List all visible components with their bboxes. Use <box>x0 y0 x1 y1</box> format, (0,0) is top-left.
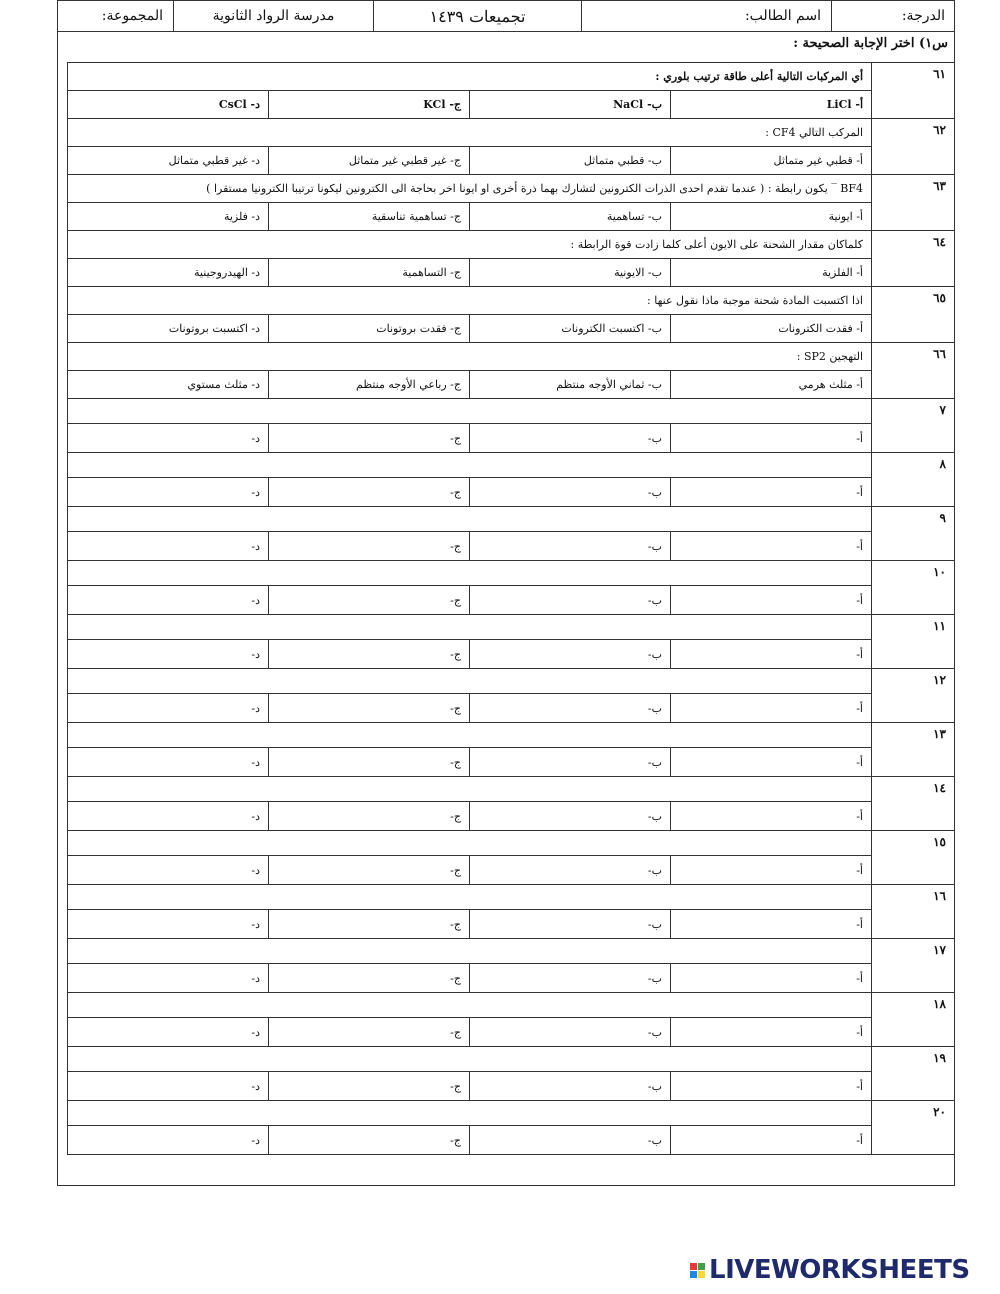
option-a[interactable]: أ- <box>671 802 872 831</box>
question-text-blank[interactable] <box>68 615 872 640</box>
logo-square <box>690 1263 697 1270</box>
question-row <box>68 507 955 532</box>
question-row <box>68 399 955 424</box>
option-c[interactable]: ج- KCl <box>269 91 470 119</box>
options-row <box>68 532 955 561</box>
question-row <box>68 993 955 1018</box>
options-row <box>68 964 955 993</box>
option-a[interactable]: أ- الفلزية <box>671 259 872 287</box>
header-bar <box>57 0 955 32</box>
question-text-blank[interactable] <box>68 1101 872 1126</box>
option-c[interactable]: ج- غير قطبي غير متماثل <box>269 147 470 175</box>
question-number: ١٦ <box>872 885 955 939</box>
option-d[interactable]: د- <box>68 910 269 939</box>
option-c[interactable]: ج- <box>269 532 470 561</box>
question-number: ١٨ <box>872 993 955 1047</box>
option-d[interactable]: د- <box>68 478 269 507</box>
option-b[interactable]: ب- NaCl <box>470 91 671 119</box>
question-text-blank[interactable] <box>68 885 872 910</box>
question-text-blank[interactable] <box>68 453 872 478</box>
options-row <box>68 91 955 119</box>
option-a[interactable]: أ- <box>671 856 872 885</box>
logo-square <box>690 1271 697 1278</box>
grade-label: الدرجة: <box>901 8 945 24</box>
options-row <box>68 640 955 669</box>
question-number: ٨ <box>872 453 955 507</box>
option-c[interactable]: ج- <box>269 856 470 885</box>
option-a[interactable]: أ- <box>671 694 872 723</box>
question-number: ١٣ <box>872 723 955 777</box>
option-b[interactable]: ب- <box>470 424 671 453</box>
question-number: ٢٠ <box>872 1101 955 1155</box>
options-row <box>68 1072 955 1101</box>
group-label: المجموعة: <box>101 8 163 24</box>
question-text-blank[interactable] <box>68 993 872 1018</box>
option-a[interactable]: أ- فقدت الكترونات <box>671 315 872 343</box>
question-text: اذا اكتسبت المادة شحنة موجبة ماذا نقول عنها : <box>68 287 872 315</box>
logo-square <box>698 1263 705 1270</box>
question-row <box>68 175 955 203</box>
question-row <box>68 615 955 640</box>
question-number: ٦٦ <box>872 343 955 399</box>
option-a[interactable]: أ- ايونية <box>671 203 872 231</box>
question-text-blank[interactable] <box>68 777 872 802</box>
option-b[interactable]: ب- <box>470 694 671 723</box>
question-number: ٦٥ <box>872 287 955 343</box>
option-c[interactable]: ج- تساهمية تناسقية <box>269 203 470 231</box>
options-row <box>68 1018 955 1047</box>
option-d[interactable]: د- <box>68 640 269 669</box>
logo-square <box>698 1271 705 1278</box>
option-c[interactable]: ج- <box>269 910 470 939</box>
option-d[interactable]: د- <box>68 424 269 453</box>
title-cell <box>373 0 581 32</box>
option-a[interactable]: أ- <box>671 1018 872 1047</box>
options-row <box>68 424 955 453</box>
option-b[interactable]: ب- <box>470 748 671 777</box>
option-c[interactable]: ج- <box>269 748 470 777</box>
option-a[interactable]: أ- <box>671 910 872 939</box>
option-a[interactable]: أ- LiCl <box>671 91 872 119</box>
option-b[interactable]: ب- <box>470 640 671 669</box>
option-d[interactable]: د- <box>68 964 269 993</box>
question-row <box>68 885 955 910</box>
question-row <box>68 343 955 371</box>
logo-icon <box>690 1263 705 1278</box>
option-c[interactable]: ج- فقدت بروتونات <box>269 315 470 343</box>
option-d[interactable]: د- CsCl <box>68 91 269 119</box>
option-b[interactable]: ب- ثماني الأوجه منتظم <box>470 371 671 399</box>
option-c[interactable]: ج- <box>269 478 470 507</box>
question-number: ١٢ <box>872 669 955 723</box>
option-b[interactable]: ب- اكتسبت الكترونات <box>470 315 671 343</box>
question-number: ٧ <box>872 399 955 453</box>
question-row <box>68 939 955 964</box>
options-row <box>68 147 955 175</box>
question-text-blank[interactable] <box>68 561 872 586</box>
option-b[interactable]: ب- <box>470 1126 671 1155</box>
options-row <box>68 315 955 343</box>
options-row <box>68 259 955 287</box>
question-row <box>68 1047 955 1072</box>
option-b[interactable]: ب- الايونية <box>470 259 671 287</box>
option-d[interactable]: د- فلزية <box>68 203 269 231</box>
option-a[interactable]: أ- <box>671 1126 872 1155</box>
question-row <box>68 777 955 802</box>
question-row <box>68 1101 955 1126</box>
question-row <box>68 669 955 694</box>
options-row <box>68 856 955 885</box>
option-a[interactable]: أ- <box>671 478 872 507</box>
student-name-label: اسم الطالب: <box>744 8 821 24</box>
question-row <box>68 723 955 748</box>
option-d[interactable]: د- <box>68 532 269 561</box>
option-d[interactable]: د- <box>68 694 269 723</box>
liveworksheets-logo <box>690 1255 970 1285</box>
question-text-blank[interactable] <box>68 507 872 532</box>
options-row <box>68 910 955 939</box>
question-number: ١٩ <box>872 1047 955 1101</box>
question-row <box>68 231 955 259</box>
question-text-blank[interactable] <box>68 723 872 748</box>
question-number: ٦٢ <box>872 119 955 175</box>
option-c[interactable]: ج- <box>269 1126 470 1155</box>
option-c[interactable]: ج- <box>269 802 470 831</box>
option-c[interactable]: ج- <box>269 694 470 723</box>
option-c[interactable]: ج- <box>269 586 470 615</box>
question-number: ١٤ <box>872 777 955 831</box>
option-a[interactable]: أ- <box>671 586 872 615</box>
option-b[interactable]: ب- <box>470 478 671 507</box>
option-b[interactable]: ب- <box>470 802 671 831</box>
option-d[interactable]: د- <box>68 1126 269 1155</box>
question-text: المركب التالي CF4 : <box>68 119 872 147</box>
option-a[interactable]: أ- مثلث هرمي <box>671 371 872 399</box>
option-a[interactable]: أ- <box>671 1072 872 1101</box>
question-row <box>68 287 955 315</box>
options-row <box>68 586 955 615</box>
question-text: التهجين SP2 : <box>68 343 872 371</box>
question-number: ١٠ <box>872 561 955 615</box>
options-row <box>68 694 955 723</box>
question-text: أي المركبات التالية أعلى طاقة ترتيب بلوري : <box>68 63 872 91</box>
question-row <box>68 119 955 147</box>
option-d[interactable]: د- <box>68 748 269 777</box>
option-a[interactable]: أ- <box>671 424 872 453</box>
option-a[interactable]: أ- قطبي غير متماثل <box>671 147 872 175</box>
page-title: تجميعات ١٤٣٩ <box>429 6 526 26</box>
option-b[interactable]: ب- <box>470 856 671 885</box>
question-text: كلماكان مقدار الشحنة على الايون أعلى كلما زادت قوة الرابطة : <box>68 231 872 259</box>
option-d[interactable]: د- <box>68 1072 269 1101</box>
option-b[interactable]: ب- <box>470 964 671 993</box>
options-row <box>68 802 955 831</box>
option-d[interactable]: د- الهيدروجينية <box>68 259 269 287</box>
option-b[interactable]: ب- قطبي متماثل <box>470 147 671 175</box>
options-row <box>68 478 955 507</box>
option-c[interactable]: ج- <box>269 1018 470 1047</box>
options-row <box>68 203 955 231</box>
option-b[interactable]: ب- تساهمية <box>470 203 671 231</box>
question-number: ٦١ <box>872 63 955 119</box>
school-cell <box>173 0 373 32</box>
option-a[interactable]: أ- <box>671 748 872 777</box>
option-c[interactable]: ج- <box>269 1072 470 1101</box>
option-b[interactable]: ب- <box>470 1072 671 1101</box>
option-b[interactable]: ب- <box>470 532 671 561</box>
question-row <box>68 63 955 91</box>
option-a[interactable]: أ- <box>671 532 872 561</box>
option-a[interactable]: أ- <box>671 964 872 993</box>
option-b[interactable]: ب- <box>470 910 671 939</box>
questions-table <box>67 62 955 1155</box>
school-name: مدرسة الرواد الثانوية <box>212 8 335 24</box>
option-b[interactable]: ب- <box>470 586 671 615</box>
option-b[interactable]: ب- <box>470 1018 671 1047</box>
question-number: ١٥ <box>872 831 955 885</box>
student-name-cell <box>581 0 831 32</box>
option-c[interactable]: ج- <box>269 964 470 993</box>
question-row <box>68 831 955 856</box>
question-text: BF4 ‾ يكون رابطة : ( عندما تقدم احدى الذرات الكترونين لتشارك بهما ذرة أخرى او ايونا اخر بحاجة الى الكترونين ليكونا ترتيبا الكترونيا مستقرا ) <box>68 175 872 203</box>
option-d[interactable]: د- <box>68 856 269 885</box>
question-text-blank[interactable] <box>68 831 872 856</box>
section-title: س١) اختر الإجابة الصحيحة : <box>793 36 948 51</box>
option-d[interactable]: د- مثلث مستوي <box>68 371 269 399</box>
option-d[interactable]: د- اكتسبت بروتونات <box>68 315 269 343</box>
grade-cell <box>831 0 955 32</box>
option-d[interactable]: د- <box>68 586 269 615</box>
option-d[interactable]: د- <box>68 1018 269 1047</box>
question-row <box>68 561 955 586</box>
option-d[interactable]: د- غير قطبي متماثل <box>68 147 269 175</box>
option-c[interactable]: ج- رباعي الأوجه منتظم <box>269 371 470 399</box>
question-number: ٦٤ <box>872 231 955 287</box>
question-number: ٦٣ <box>872 175 955 231</box>
question-text-blank[interactable] <box>68 939 872 964</box>
question-text-blank[interactable] <box>68 1047 872 1072</box>
options-row <box>68 1126 955 1155</box>
question-text-blank[interactable] <box>68 399 872 424</box>
option-c[interactable]: ج- <box>269 424 470 453</box>
option-d[interactable]: د- <box>68 802 269 831</box>
options-row <box>68 748 955 777</box>
question-number: ١٧ <box>872 939 955 993</box>
question-number: ٩ <box>872 507 955 561</box>
logo-text: LIVEWORKSHEETS <box>709 1255 970 1285</box>
option-a[interactable]: أ- <box>671 640 872 669</box>
option-c[interactable]: ج- التساهمية <box>269 259 470 287</box>
group-cell <box>57 0 173 32</box>
option-c[interactable]: ج- <box>269 640 470 669</box>
options-row <box>68 371 955 399</box>
question-number: ١١ <box>872 615 955 669</box>
question-text-blank[interactable] <box>68 669 872 694</box>
question-row <box>68 453 955 478</box>
